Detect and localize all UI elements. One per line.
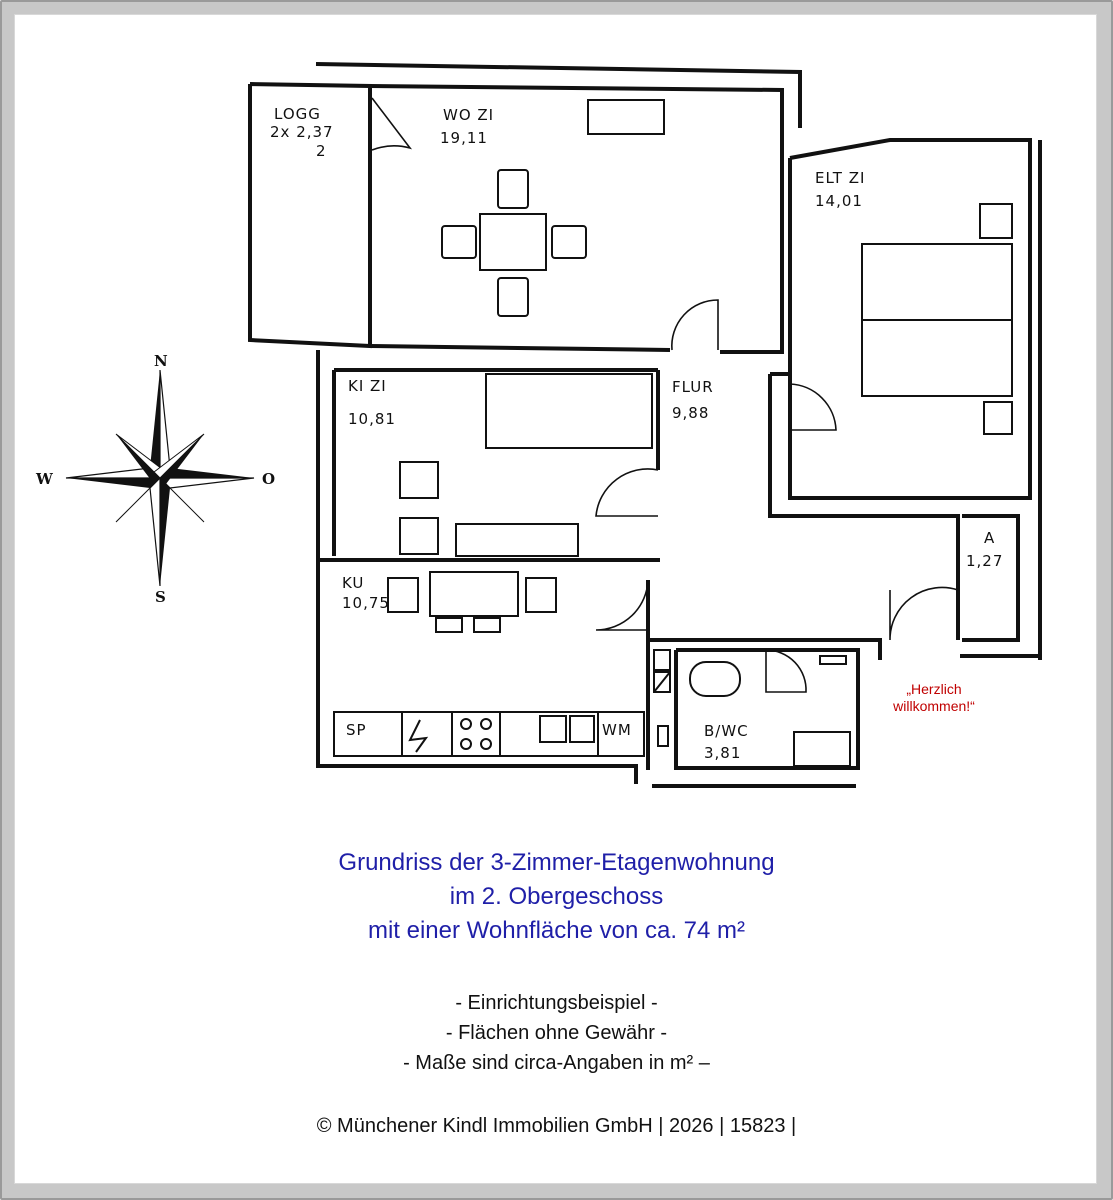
welcome-line-2: willkommen!“ [893, 698, 975, 714]
chair-bottom [498, 278, 528, 316]
bath-shaft [658, 726, 668, 746]
chair-left [442, 226, 476, 258]
kids-chair-1 [400, 462, 438, 498]
room-name-eltzi: ELT ZI [815, 169, 866, 187]
kitchen-chair-left [388, 578, 418, 612]
room-area-ku: 10,75 [342, 594, 390, 612]
compass-label-n: N [154, 352, 168, 370]
room-name-wozi: WO ZI [443, 106, 495, 124]
kitchen-table [430, 572, 518, 616]
room-name-bwc: B/WC [704, 722, 749, 740]
toilet [690, 662, 740, 696]
wall-top [316, 64, 800, 128]
door-loggia [372, 98, 410, 150]
compass-rose [35, 352, 275, 606]
sink-basin-1 [540, 716, 566, 742]
compass-s-light [150, 478, 160, 586]
living-bottom-wall [370, 346, 670, 350]
caption-notes [0, 988, 1113, 1078]
wardrobe-kids [486, 374, 652, 448]
fixture-wm: WM [602, 721, 632, 739]
chair-top [498, 170, 528, 208]
stove-burner-3 [461, 739, 471, 749]
caption-note-1: - Einrichtungsbeispiel - [455, 992, 658, 1014]
room-area-kizi: 10,81 [348, 410, 396, 428]
compass-label-s: S [155, 588, 166, 606]
caption-title-line-1: Grundriss der 3-Zimmer-Etagenwohnung [338, 849, 775, 876]
dining-table [480, 214, 546, 270]
room-name-a: A [984, 529, 996, 547]
room-area-eltzi: 14,01 [815, 192, 863, 210]
flur-right-wall [770, 374, 958, 640]
room-area-bwc: 3,81 [704, 744, 742, 762]
fixture-sp: SP [346, 721, 367, 739]
caption-title [0, 846, 1113, 948]
stove-burner-2 [481, 719, 491, 729]
door-parent-room [790, 384, 836, 430]
washbasin [794, 732, 850, 766]
room-divisor-logg: 2 [316, 142, 327, 160]
sideboard [588, 100, 664, 134]
room-area-wozi: 19,11 [440, 129, 488, 147]
compass-label-w: W [36, 470, 53, 488]
room-area-a: 1,27 [966, 552, 1004, 570]
door-living [672, 300, 718, 350]
sink-basin-2 [570, 716, 594, 742]
welcome-note [876, 681, 992, 715]
room-name-kizi: KI ZI [348, 377, 387, 395]
towel-rail [820, 656, 846, 664]
chair-right [552, 226, 586, 258]
door-kids-room [596, 469, 658, 516]
room-name-ku: KU [342, 574, 365, 592]
room-name-logg: LOGG [274, 105, 321, 123]
compass-label-o: O [262, 470, 276, 488]
room-area-flur: 9,88 [672, 404, 710, 422]
compass-o-light [160, 478, 254, 488]
kids-desk [456, 524, 578, 556]
caption-title-line-3: mit einer Wohnfläche von ca. 74 m² [367, 917, 746, 944]
door-kitchen [596, 580, 648, 630]
kitchen-chair-right [526, 578, 556, 612]
nightstand-top [980, 204, 1012, 238]
nightstand-bottom [984, 402, 1012, 434]
stove-burner-4 [481, 739, 491, 749]
room-labels [270, 105, 1003, 762]
caption-title-line-2: im 2. Obergeschoss [449, 883, 664, 910]
stove-burner-1 [461, 719, 471, 729]
kitchen-chair-bottom-2 [474, 618, 500, 632]
lightning-icon [410, 720, 426, 752]
door-entrance [890, 587, 958, 640]
compass-w-dark [66, 478, 160, 488]
living-walls [370, 86, 782, 352]
kitchen-chair-bottom-1 [436, 618, 462, 632]
copyright-line: © Münchener Kindl Immobilien GmbH | 2026 | 15823 | [316, 1115, 797, 1137]
room-area-logg: 2x 2,37 [270, 123, 334, 141]
caption-note-3: - Maße sind circa-Angaben in m² – [403, 1052, 710, 1074]
caption-note-2: - Flächen ohne Gewähr - [445, 1022, 668, 1044]
shaft-2-diagonal [654, 672, 670, 692]
welcome-line-1: „Herzlich [906, 681, 962, 697]
compass-s-dark [160, 478, 170, 586]
shaft-1 [654, 650, 670, 670]
kids-chair-2 [400, 518, 438, 554]
room-name-flur: FLUR [672, 378, 714, 396]
door-bath [766, 650, 806, 692]
